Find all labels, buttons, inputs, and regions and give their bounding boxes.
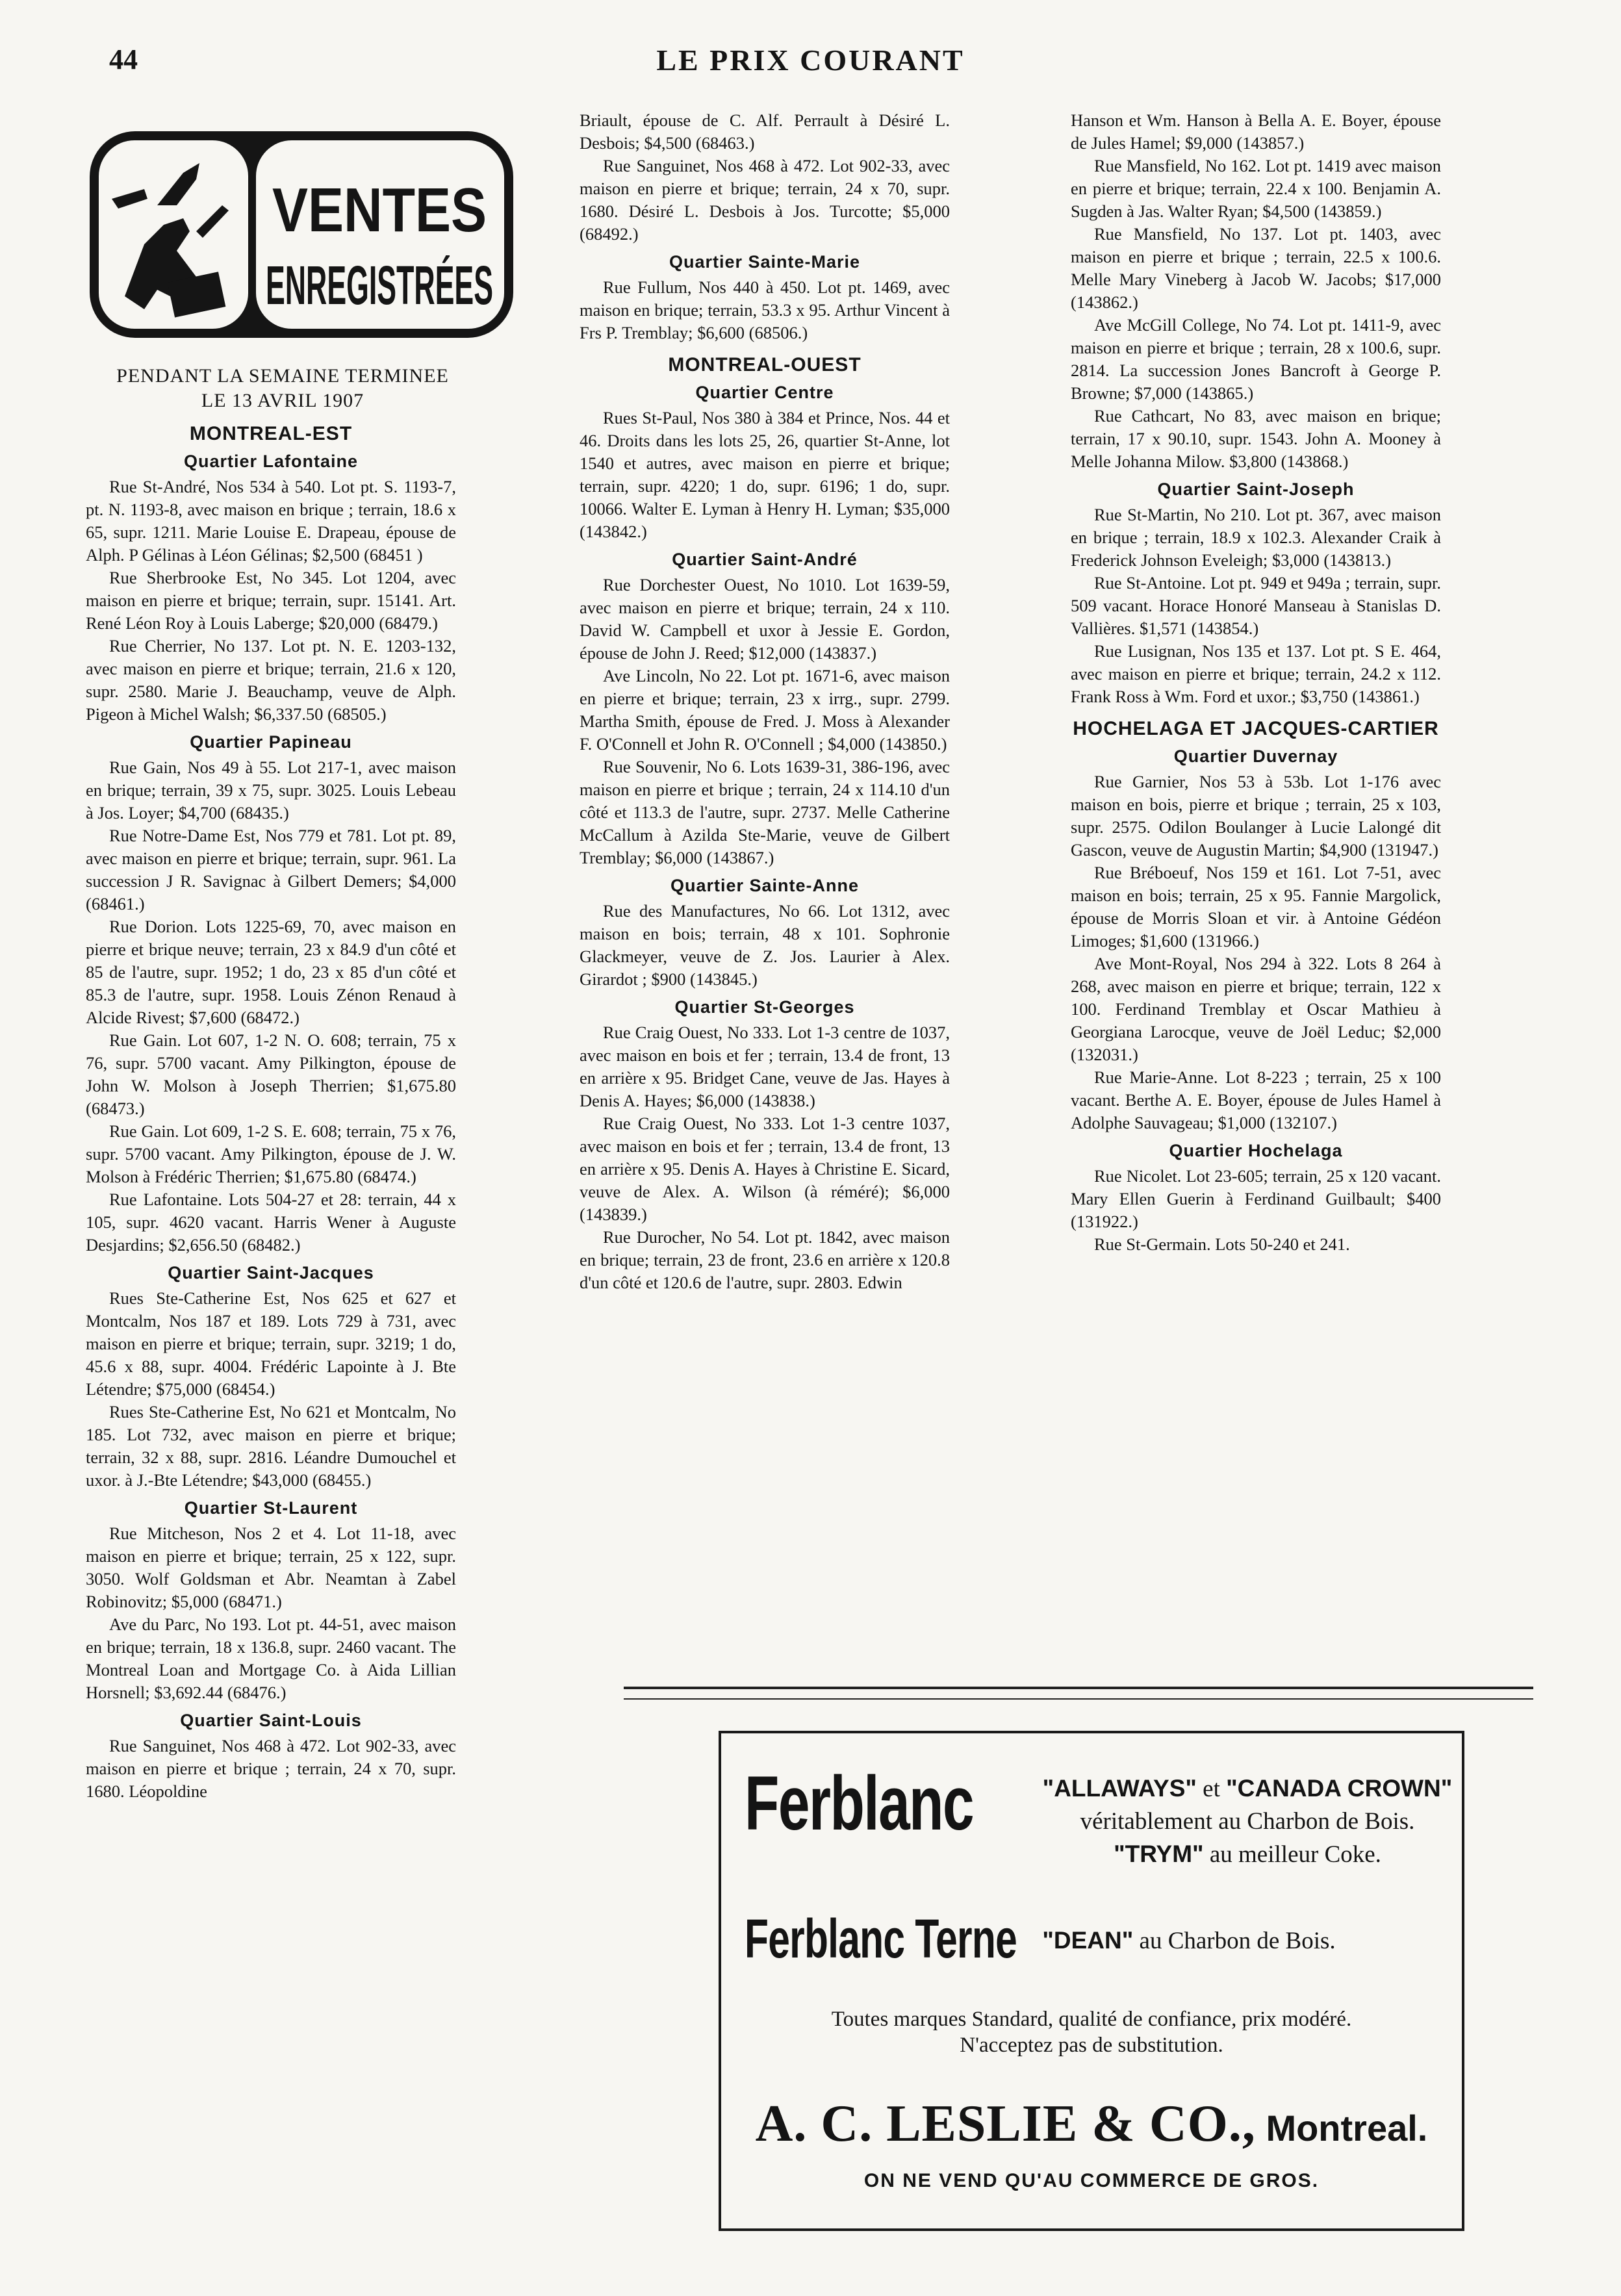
sale-entry: Rue Garnier, Nos 53 à 53b. Lot 1-176 avec maison en bois, pierre et brique ; terrain, 25 x 103, supr. 2575. Odilon Boulanger à Lucie Lalongé dit Gascon, veuve de Augustin Martin; $4,900 (131947.): [1071, 772, 1441, 860]
sale-entry: Rue Dorion. Lots 1225-69, 70, avec maison en pierre et brique neuve; terrain, 23 x 84.9 d'un côté et 85 de l'autre, supr. 1952; 1 do, 23 x 85 d'un côté et 85.3 de l'autre, supr. 1958. Louis Zénon Renaud à Alcide Rivest; $7,600 (68472.): [86, 917, 456, 1027]
sale-entry: Rue Nicolet. Lot 23-605; terrain, 25 x 120 vacant. Mary Ellen Guerin à Ferdinand Guilbault; $400 (131922.): [1071, 1166, 1441, 1231]
sale-entry: Rue Lafontaine. Lots 504-27 et 28: terrain, 44 x 105, supr. 4620 vacant. Harris Wener à Auguste Desjardins; $2,656.50 (68482.): [86, 1190, 456, 1255]
sale-entry-continued: Hanson et Wm. Hanson à Bella A. E. Boyer, épouse de Jules Hamel; $9,000 (143857.): [1071, 110, 1441, 153]
ad-brand-ferblanc-terne: Ferblanc Terne: [745, 1908, 1017, 1969]
sale-entry: Rue Gain. Lot 607, 1-2 N. O. 608; terrain, 75 x 76, supr. 5700 vacant. Amy Pilkington, épouse de John W. Molson à Joseph Therrien; $1,675.80 (68473.): [86, 1030, 456, 1118]
quartier-heading: Quartier Saint-André: [672, 550, 858, 569]
sale-entry: Rue St-Antoine. Lot pt. 949 et 949a ; terrain, supr. 509 vacant. Horace Honoré Manseau à Stanislas D. Vallières. $1,571 (143854.): [1071, 573, 1441, 638]
section-montreal-est: MONTREAL-EST: [189, 423, 353, 444]
sale-entry: Rue des Manufactures, No 66. Lot 1312, avec maison en bois; terrain, 48 x 101. Sophronie Glackmeyer, veuve de Z. Jos. Laurier à Alex. Girardot ; $900 (143845.): [580, 901, 950, 989]
sale-entry: Ave du Parc, No 193. Lot pt. 44-51, avec maison en brique; terrain, 18 x 136.8, supr. 2460 vacant. The Montreal Loan and Mortgage Co. à Aida Lillian Horsnell; $3,692.44 (68476.): [86, 1614, 456, 1702]
period-line-2: LE 13 AVRIL 1907: [201, 390, 364, 411]
sale-entry: Rue Fullum, Nos 440 à 450. Lot pt. 1469, avec maison en brique; terrain, 53.3 x 95. Arthur Vincent à Frs P. Tremblay; $6,600 (68506.): [580, 277, 950, 342]
sale-entry: Rue St-Germain. Lots 50-240 et 241.: [1094, 1234, 1350, 1254]
double-rule-divider: [624, 1687, 1533, 1700]
quartier-heading: Quartier Papineau: [190, 732, 352, 752]
sale-entry: Rue Bréboeuf, Nos 159 et 161. Lot 7-51, avec maison en bois; terrain, 25 x 95. Fannie Margolick, épouse de Morris Sloan et vir. à Antoine Gédéon Limoges; $1,600 (131966.): [1071, 863, 1441, 950]
quartier-heading: Quartier Centre: [695, 383, 834, 402]
quartier-heading: Quartier Sainte-Marie: [669, 252, 861, 272]
sale-entry: Rue Sanguinet, Nos 468 à 472. Lot 902-33, avec maison en pierre et brique; terrain, 24 x 70, supr. 1680. Désiré L. Desbois à Jos. Turcotte; $5,000 (68492.): [580, 156, 950, 244]
sale-entry: Rues Ste-Catherine Est, No 621 et Montcalm, No 185. Lot 732, avec maison en pierre et brique; terrain, 32 x 88, supr. 2816. Léandre Dumouchel et uxor. à J.-Bte Létendre; $43,000 (68455.): [86, 1402, 456, 1490]
ferblanc-advertisement: [719, 1731, 1464, 2231]
sale-entry: Rue Gain, Nos 49 à 55. Lot 217-1, avec maison en brique; terrain, 39 x 75, supr. 3025. Louis Lebeau à Jos. Loyer; $4,700 (68435.): [86, 758, 456, 823]
sale-entry: Rue Sherbrooke Est, No 345. Lot 1204, avec maison en pierre et brique; terrain, supr. 15141. Art. René Léon Roy à Louis Laberge; $20,000 (68479.): [86, 568, 456, 633]
sale-entry: Rue St-André, Nos 534 à 540. Lot pt. S. 1193-7, pt. N. 1193-8, avec maison en brique ; terrain, 18.6 x 65, supr. 1211. Marie Louise E. Drapeau, épouse de Alph. P Gélinas à Léon Gélinas; $2,500 (68451 ): [86, 477, 456, 565]
column-1: [86, 364, 456, 1803]
sale-entry: Rue Cathcart, No 83, avec maison en brique; terrain, 17 x 90.10, supr. 1543. John A. Mooney à Melle Johanna Milow. $3,800 (143868.): [1071, 406, 1441, 471]
logo-line-1: VENTES: [272, 175, 487, 245]
period-line-1: PENDANT LA SEMAINE TERMINEE: [116, 365, 449, 387]
column-3: [1071, 109, 1441, 1256]
quartier-heading: Quartier Saint-Jacques: [168, 1263, 374, 1282]
sale-entry: Rue Cherrier, No 137. Lot pt. N. E. 1203-132, avec maison en pierre et brique; terrain, 21.6 x 120, supr. 2580. Marie J. Beauchamp, veuve de Alph. Pigeon à Michel Walsh; $6,337.50 (68505.): [86, 636, 456, 724]
quartier-heading: Quartier Saint-Joseph: [1157, 479, 1355, 499]
quartier-heading: Quartier Duvernay: [1173, 746, 1338, 766]
sale-entry: Rue Notre-Dame Est, Nos 779 et 781. Lot pt. 89, avec maison en pierre et brique; terrain, supr. 961. La succession J R. Savignac à Gilbert Demers; $4,000 (68461.): [86, 826, 456, 913]
sale-entry: Rue Craig Ouest, No 333. Lot 1-3 centre de 1037, avec maison en bois et fer ; terrain, 13.4 de front, 13 en arrière x 95. Bridget Cane, veuve de Jas. Hayes à Denis A. Hayes; $6,000 (143838.): [580, 1023, 950, 1110]
sale-entry: Rue Mansfield, No 162. Lot pt. 1419 avec maison en pierre et brique; terrain, 22.4 x 100. Benjamin A. Sugden à Jas. Walter Ryan; $4,500 (143859.): [1071, 156, 1441, 221]
ad-terne-description: "DEAN" au Charbon de Bois.: [1042, 1927, 1336, 1954]
ad-brand-ferblanc: Ferblanc: [745, 1761, 974, 1846]
sale-entry: Rue Mansfield, No 137. Lot pt. 1403, avec maison en pierre et brique ; terrain, 22.5 x 100.6. Melle Mary Vineberg à Jacob W. Jacobs; $17,000 (143862.): [1071, 224, 1441, 312]
sale-entry: Rues St-Paul, Nos 380 à 384 et Prince, Nos. 44 et 46. Droits dans les lots 25, 26, quartier St-Anne, lot 1540 et autres, avec maison en pierre et brique; terrain, supr. 4220; 1 do, supr. 6196; 1 do, supr. 10066. Walter E. Lyman à Henry H. Lyman; $35,000 (143842.): [580, 408, 950, 541]
sale-entry: Rue Souvenir, No 6. Lots 1639-31, 386-196, avec maison en pierre et brique ; terrain, 24 x 114.10 d'un côté et 113.3 de l'autre, supr. 2737. Melle Catherine McCallum à Azilda Ste-Marie, veuve de Gilbert Tremblay; $6,000 (143867.): [580, 757, 950, 867]
sale-entry: Rue Gain. Lot 609, 1-2 S. E. 608; terrain, 75 x 76, supr. 5700 vacant. Amy Pilkington, épouse de J. W. Molson à Frédéric Therrien; $1,675.80 (68474.): [86, 1121, 456, 1186]
ad-tagline: Toutes marques Standard, qualité de confiance, prix modéré. N'acceptez pas de substitution.: [831, 2008, 1352, 2057]
ad-ferblanc-description: "ALLAWAYS" et "CANADA CROWN" véritablement au Charbon de Bois. "TRYM" au meilleur Coke.: [1042, 1775, 1453, 1868]
sale-entry: Rue Marie-Anne. Lot 8-223 ; terrain, 25 x 100 vacant. Berthe A. E. Boyer, épouse de Jules Hamel à Adolphe Sauvageau; $1,000 (132107.): [1071, 1067, 1441, 1132]
section-hochelaga-jacques-cartier: HOCHELAGA ET JACQUES-CARTIER: [1073, 718, 1439, 739]
running-title: LE PRIX COURANT: [656, 44, 965, 77]
quartier-heading: Quartier Saint-Louis: [180, 1711, 362, 1730]
quartier-heading: Quartier St-Laurent: [184, 1498, 358, 1518]
sale-entry: Rue Durocher, No 54. Lot pt. 1842, avec maison en brique; terrain, 23 de front, 23.6 en arrière x 120.8 d'un côté et 120.6 de l'autre, supr. 2803. Edwin: [580, 1227, 950, 1292]
ad-wholesale-notice: ON NE VEND QU'AU COMMERCE DE GROS.: [863, 2170, 1320, 2191]
sale-entry: Ave Lincoln, No 22. Lot pt. 1671-6, avec maison en pierre et brique; terrain, 23 x irrg., supr. 2799. Martha Smith, épouse de Fred. J. Moss à Alexander F. O'Connell et John R. O'Connell ; $4,000 (143850.): [580, 666, 950, 754]
column-2: [580, 109, 950, 1294]
logo-line-2: ENREGISTRÉES: [266, 255, 493, 316]
page-number: 44: [109, 44, 138, 75]
sale-entry: Rues Ste-Catherine Est, Nos 625 et 627 et Montcalm, Nos 187 et 189. Lots 729 à 731, avec maison en pierre et brique; terrain, supr. 3219; 1 do, 45.6 x 88, supr. 4004. Frédéric Lapointe à J. Bte Létendre; $75,000 (68454.): [86, 1288, 456, 1399]
quartier-heading: Quartier St-Georges: [674, 997, 855, 1017]
sale-entry: Rue St-Martin, No 210. Lot pt. 367, avec maison en brique ; terrain, 18.9 x 102.3. Alexander Craik à Frederick Johnson Eveleigh; $3,000 (143813.): [1071, 505, 1441, 570]
sale-entry: Rue Dorchester Ouest, No 1010. Lot 1639-59, avec maison en pierre et brique; terrain, 24 x 110. David W. Campbell et uxor à Jessie E. Gordon, épouse de John J. Reed; $12,000 (143837.): [580, 575, 950, 663]
ad-firm-name: A. C. LESLIE & CO., Montreal.: [755, 2095, 1428, 2152]
quartier-heading: Quartier Sainte-Anne: [670, 876, 860, 895]
sale-entry: Rue Craig Ouest, No 333. Lot 1-3 centre 1037, avec maison en bois et fer ; terrain, 13.4 de front, 13 en arrière x 95. Denis A. Hayes à Christine E. Sicard, veuve de Alex. A. Wilson (à réméré); $6,000 (143839.): [580, 1114, 950, 1224]
sale-entry: Ave Mont-Royal, Nos 294 à 322. Lots 8 264 à 268, avec maison en pierre et brique; terrain, 122 x 100. Ferdinand Tremblay et Oscar Mathieu à Georgiana Larocque, veuve de Joël Leduc; $2,000 (132031.): [1071, 954, 1441, 1064]
sale-entry: Ave McGill College, No 74. Lot pt. 1411-9, avec maison en pierre et brique ; terrain, 28 x 100.6, supr. 2814. La succession Jones Bancroft à George P. Browne; $7,000 (143865.): [1071, 315, 1441, 403]
quartier-heading: Quartier Hochelaga: [1169, 1141, 1343, 1160]
quartier-heading: Quartier Lafontaine: [183, 452, 359, 471]
section-montreal-ouest: MONTREAL-OUEST: [668, 354, 862, 376]
sale-entry: Rue Lusignan, Nos 135 et 137. Lot pt. S E. 464, avec maison en pierre et brique; terrain, 24.2 x 112. Frank Ross à Wm. Ford et uxor.; $3,750 (143861.): [1071, 641, 1441, 706]
ventes-enregistrees-logo: [86, 127, 517, 342]
sale-entry: Rue Sanguinet, Nos 468 à 472. Lot 902-33, avec maison en pierre et brique ; terrain, 24 x 70, supr. 1680. Léopoldine: [86, 1736, 456, 1801]
sale-entry-continued: Briault, épouse de C. Alf. Perrault à Désiré L. Desbois; $4,500 (68463.): [580, 110, 950, 153]
sale-entry: Rue Mitcheson, Nos 2 et 4. Lot 11-18, avec maison en pierre et brique; terrain, 25 x 122, supr. 3050. Wolf Goldsman et Abr. Neamtan à Zabel Robinovitz; $5,000 (68471.): [86, 1524, 456, 1611]
